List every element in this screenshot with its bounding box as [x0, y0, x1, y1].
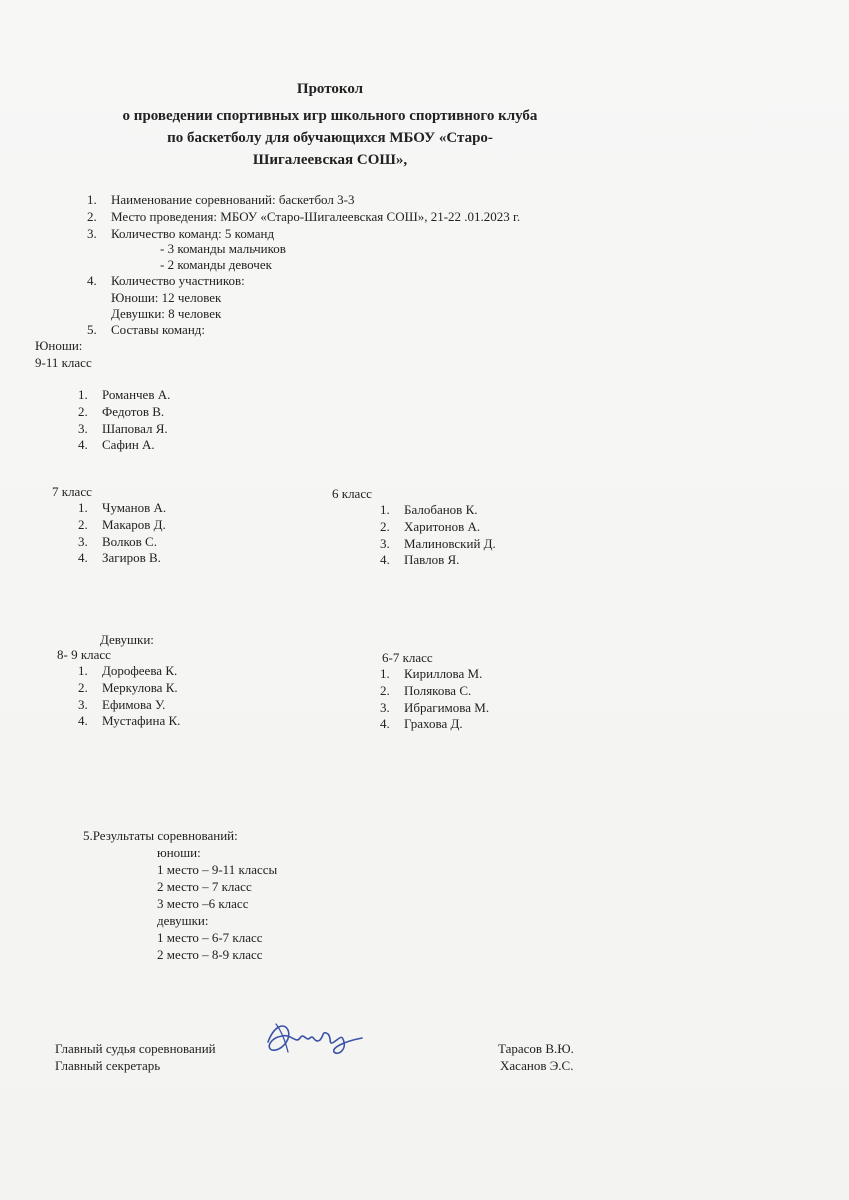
- results-boys-label: юноши:: [157, 845, 201, 860]
- judge-name: Тарасов В.Ю.: [498, 1041, 574, 1056]
- list-item: 1. Кириллова М.: [380, 666, 483, 681]
- list-item: 2. Макаров Д.: [78, 516, 166, 532]
- list-item: 3. Волков С.: [78, 533, 157, 549]
- grade-7-label: 7 класс: [52, 484, 92, 499]
- results-girls-label: девушки:: [157, 913, 209, 928]
- girls-heading: Девушки:: [100, 632, 154, 647]
- secretary-name: Хасанов Э.С.: [500, 1058, 574, 1073]
- list-item: 1. Чуманов А.: [78, 500, 167, 515]
- info-item-place: 2. Место проведения: МБОУ «Старо-Шигалеевская СОШ», 21-22 .01.2023 г.: [87, 208, 521, 224]
- list-item: 4. Мустафина К.: [78, 713, 181, 729]
- roster-7: [78, 500, 166, 567]
- info-item-rosters: 5. Составы команд:: [87, 322, 205, 337]
- list-item: 4. Загиров В.: [78, 550, 161, 566]
- list-item: 1. Балобанов К.: [380, 502, 478, 517]
- list-item: 4. Павлов Я.: [380, 552, 460, 568]
- info-item-participants: 4. Количество участников:: [87, 273, 245, 288]
- results-heading: 5.Результаты соревнований:: [83, 828, 238, 843]
- list-item: 1. Дорофеева К.: [78, 663, 178, 678]
- results-girls-1: 1 место – 6-7 класс: [157, 930, 263, 945]
- list-item: 2. Полякова С.: [380, 682, 472, 698]
- results-boys-3: 3 место –6 класс: [157, 896, 249, 911]
- teams-girls: - 2 команды девочек: [160, 257, 272, 272]
- list-item: 1. Романчев А.: [78, 387, 171, 402]
- doc-title: Протокол: [296, 81, 364, 97]
- grade-9-11-label: 9-11 класс: [35, 355, 92, 370]
- roster-8-9: [78, 663, 180, 730]
- info-item-teams: 3. Количество команд: 5 команд: [87, 225, 275, 241]
- list-item: 2. Харитонов А.: [380, 518, 481, 534]
- grade-6-label: 6 класс: [332, 486, 372, 501]
- boys-count: Юноши: 12 человек: [111, 290, 222, 305]
- boys-heading: Юноши:: [35, 338, 83, 353]
- results-girls-2: 2 место – 8-9 класс: [157, 947, 263, 962]
- info-list: [87, 192, 520, 242]
- roster-6: [380, 502, 496, 569]
- info-item-name: 1. Наименование соревнований: баскетбол 3-3: [87, 192, 355, 207]
- roster-6-7: [380, 666, 489, 733]
- doc-subtitle-line3: Шигалеевская СОШ»,: [252, 152, 408, 168]
- roster-9-11: [78, 387, 170, 454]
- judge-role: Главный судья соревнований: [55, 1041, 216, 1056]
- secretary-role: Главный секретарь: [55, 1058, 161, 1073]
- results-boys-1: 1 место – 9-11 классы: [157, 862, 278, 877]
- teams-boys: - 3 команды мальчиков: [160, 241, 286, 256]
- list-item: 3. Ибрагимова М.: [380, 699, 490, 715]
- results-boys-2: 2 место – 7 класс: [157, 879, 252, 894]
- info-list-participants: [87, 273, 245, 290]
- list-item: 4. Сафин А.: [78, 437, 155, 453]
- girls-count: Девушки: 8 человек: [111, 306, 222, 321]
- list-item: 2. Федотов В.: [78, 403, 165, 419]
- list-item: 3. Малиновский Д.: [380, 535, 496, 551]
- list-item: 3. Шаповал Я.: [78, 420, 168, 436]
- list-item: 2. Меркулова К.: [78, 679, 178, 695]
- list-item: 3. Ефимова У.: [78, 696, 166, 712]
- info-list-rosters: [87, 322, 205, 339]
- grade-6-7-label: 6-7 класс: [382, 650, 433, 665]
- grade-8-9-label: 8- 9 класс: [57, 647, 111, 662]
- doc-subtitle-line2: по баскетболу для обучающихся МБОУ «Старо-: [167, 130, 493, 146]
- handwritten-signature: [262, 1016, 367, 1061]
- doc-subtitle-line1: о проведении спортивных игр школьного спортивного клуба: [122, 108, 538, 124]
- list-item: 4. Грахова Д.: [380, 716, 463, 732]
